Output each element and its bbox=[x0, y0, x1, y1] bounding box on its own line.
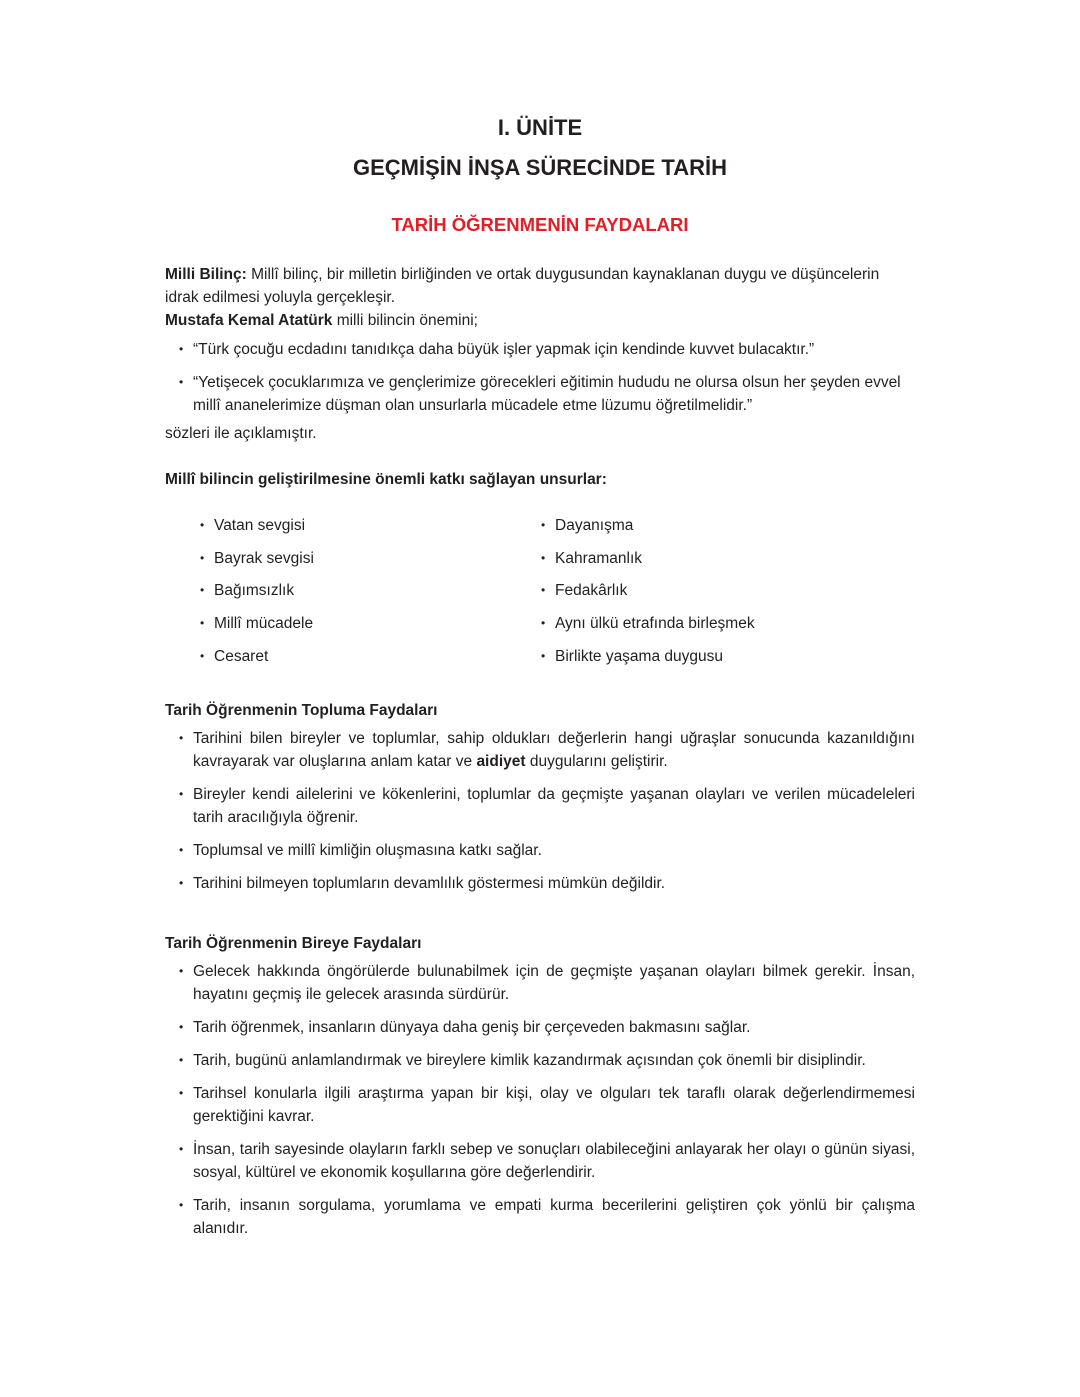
topluma-heading: Tarih Öğrenmenin Topluma Faydaları bbox=[165, 702, 438, 719]
quote-list bbox=[165, 338, 915, 417]
list-item: • Aynı ülkü etrafında birleşmek bbox=[541, 612, 755, 645]
ataturk-name: Mustafa Kemal Atatürk bbox=[165, 312, 333, 329]
list-item: • Tarihini bilmeyen toplumların devamlılık göstermesi mümkün değildir. bbox=[165, 872, 915, 895]
list-item: • Tarihini bilen bireyler ve toplumlar, sahip oldukları değerlerin hangi uğraşlar sonucunda kazanıldığını kavrayarak var oluşlarına anlam katar ve aidiyet duygularını geliştirir. bbox=[165, 727, 915, 773]
list-item: • Fedakârlık bbox=[541, 579, 755, 612]
quote-item: • “Türk çocuğu ecdadını tanıdıkça daha büyük işler yapmak için kendinde kuvvet bulacaktır.” bbox=[165, 338, 915, 361]
list-item: • Millî mücadele bbox=[200, 612, 314, 645]
list-item: • Bayrak sevgisi bbox=[200, 547, 314, 580]
list-item: • Gelecek hakkında öngörülerde bulunabilmek için de geçmişte yaşanan olayları bilmek gerekir. İnsan, hayatını geçmiş ile gelecek arasında sürdürür. bbox=[165, 960, 915, 1006]
milli-bilinc-block bbox=[165, 263, 915, 332]
unsurlar-left-list bbox=[200, 514, 314, 677]
list-item: • Bağımsızlık bbox=[200, 579, 314, 612]
unsurlar-right-list bbox=[541, 514, 755, 677]
ataturk-intro: Mustafa Kemal Atatürk milli bilincin önemini; bbox=[165, 312, 478, 329]
list-item: • Bireyler kendi ailelerini ve kökenlerini, toplumlar da geçmişte yaşanan olayları ve verilen mücadeleleri tarih aracılığıyla öğrenir. bbox=[165, 783, 915, 829]
list-item: • Tarih, insanın sorgulama, yorumlama ve empati kurma becerilerini geliştiren çok yönlü bir çalışma alanıdır. bbox=[165, 1194, 915, 1240]
topluma-list bbox=[165, 727, 915, 895]
list-item: • Tarihsel konularla ilgili araştırma yapan bir kişi, olay ve olguları tek taraflı olarak değerlendirmemesi gerektiğini kavrar. bbox=[165, 1082, 915, 1128]
quote-item: • “Yetişecek çocuklarımıza ve gençlerimize görecekleri eğitimin hududu ne olursa olsun her şeyden evvel millî ananelerimize düşman olan unsurlarla mücadele etme lüzumu öğretilmelidir.” bbox=[165, 371, 915, 417]
list-item: • Tarih öğrenmek, insanların dünyaya daha geniş bir çerçeveden bakmasını sağlar. bbox=[165, 1016, 915, 1039]
list-item: • Toplumsal ve millî kimliğin oluşmasına katkı sağlar. bbox=[165, 839, 915, 862]
list-item: • Kahramanlık bbox=[541, 547, 755, 580]
list-item: • Cesaret bbox=[200, 645, 314, 678]
list-item: • Tarih, bugünü anlamlandırmak ve bireylere kimlik kazandırmak açısından çok önemli bir disiplindir. bbox=[165, 1049, 915, 1072]
section-title: TARİH ÖĞRENMENİN FAYDALARI bbox=[391, 214, 689, 235]
unsurlar-heading: Millî bilincin geliştirilmesine önemli katkı sağlayan unsurlar: bbox=[165, 471, 607, 488]
milli-bilinc-term: Milli Bilinç: bbox=[165, 266, 247, 283]
bireye-heading: Tarih Öğrenmenin Bireye Faydaları bbox=[165, 935, 422, 952]
list-item: • Vatan sevgisi bbox=[200, 514, 314, 547]
milli-bilinc-definition: Milli Bilinç: Millî bilinç, bir milletin birliğinden ve ortak duygusundan kaynaklanan duygu ve düşüncelerin idrak edilmesi yoluyla gerçekleşir. bbox=[165, 266, 880, 306]
bireye-list bbox=[165, 960, 915, 1240]
list-item: • Birlikte yaşama duygusu bbox=[541, 645, 755, 678]
unit-title: GEÇMİŞİN İNŞA SÜRECİNDE TARİH bbox=[352, 155, 728, 180]
aidiyet-emphasis: aidiyet bbox=[476, 753, 526, 770]
list-item: • Dayanışma bbox=[541, 514, 755, 547]
unit-number: I. ÜNİTE bbox=[497, 115, 583, 140]
quote-closing: sözleri ile açıklamıştır. bbox=[165, 425, 317, 442]
list-item: • İnsan, tarih sayesinde olayların farklı sebep ve sonuçları olabileceğini anlayarak her olayı o günün siyasi, sosyal, kültürel ve ekonomik koşullarına göre değerlendirir. bbox=[165, 1138, 915, 1184]
